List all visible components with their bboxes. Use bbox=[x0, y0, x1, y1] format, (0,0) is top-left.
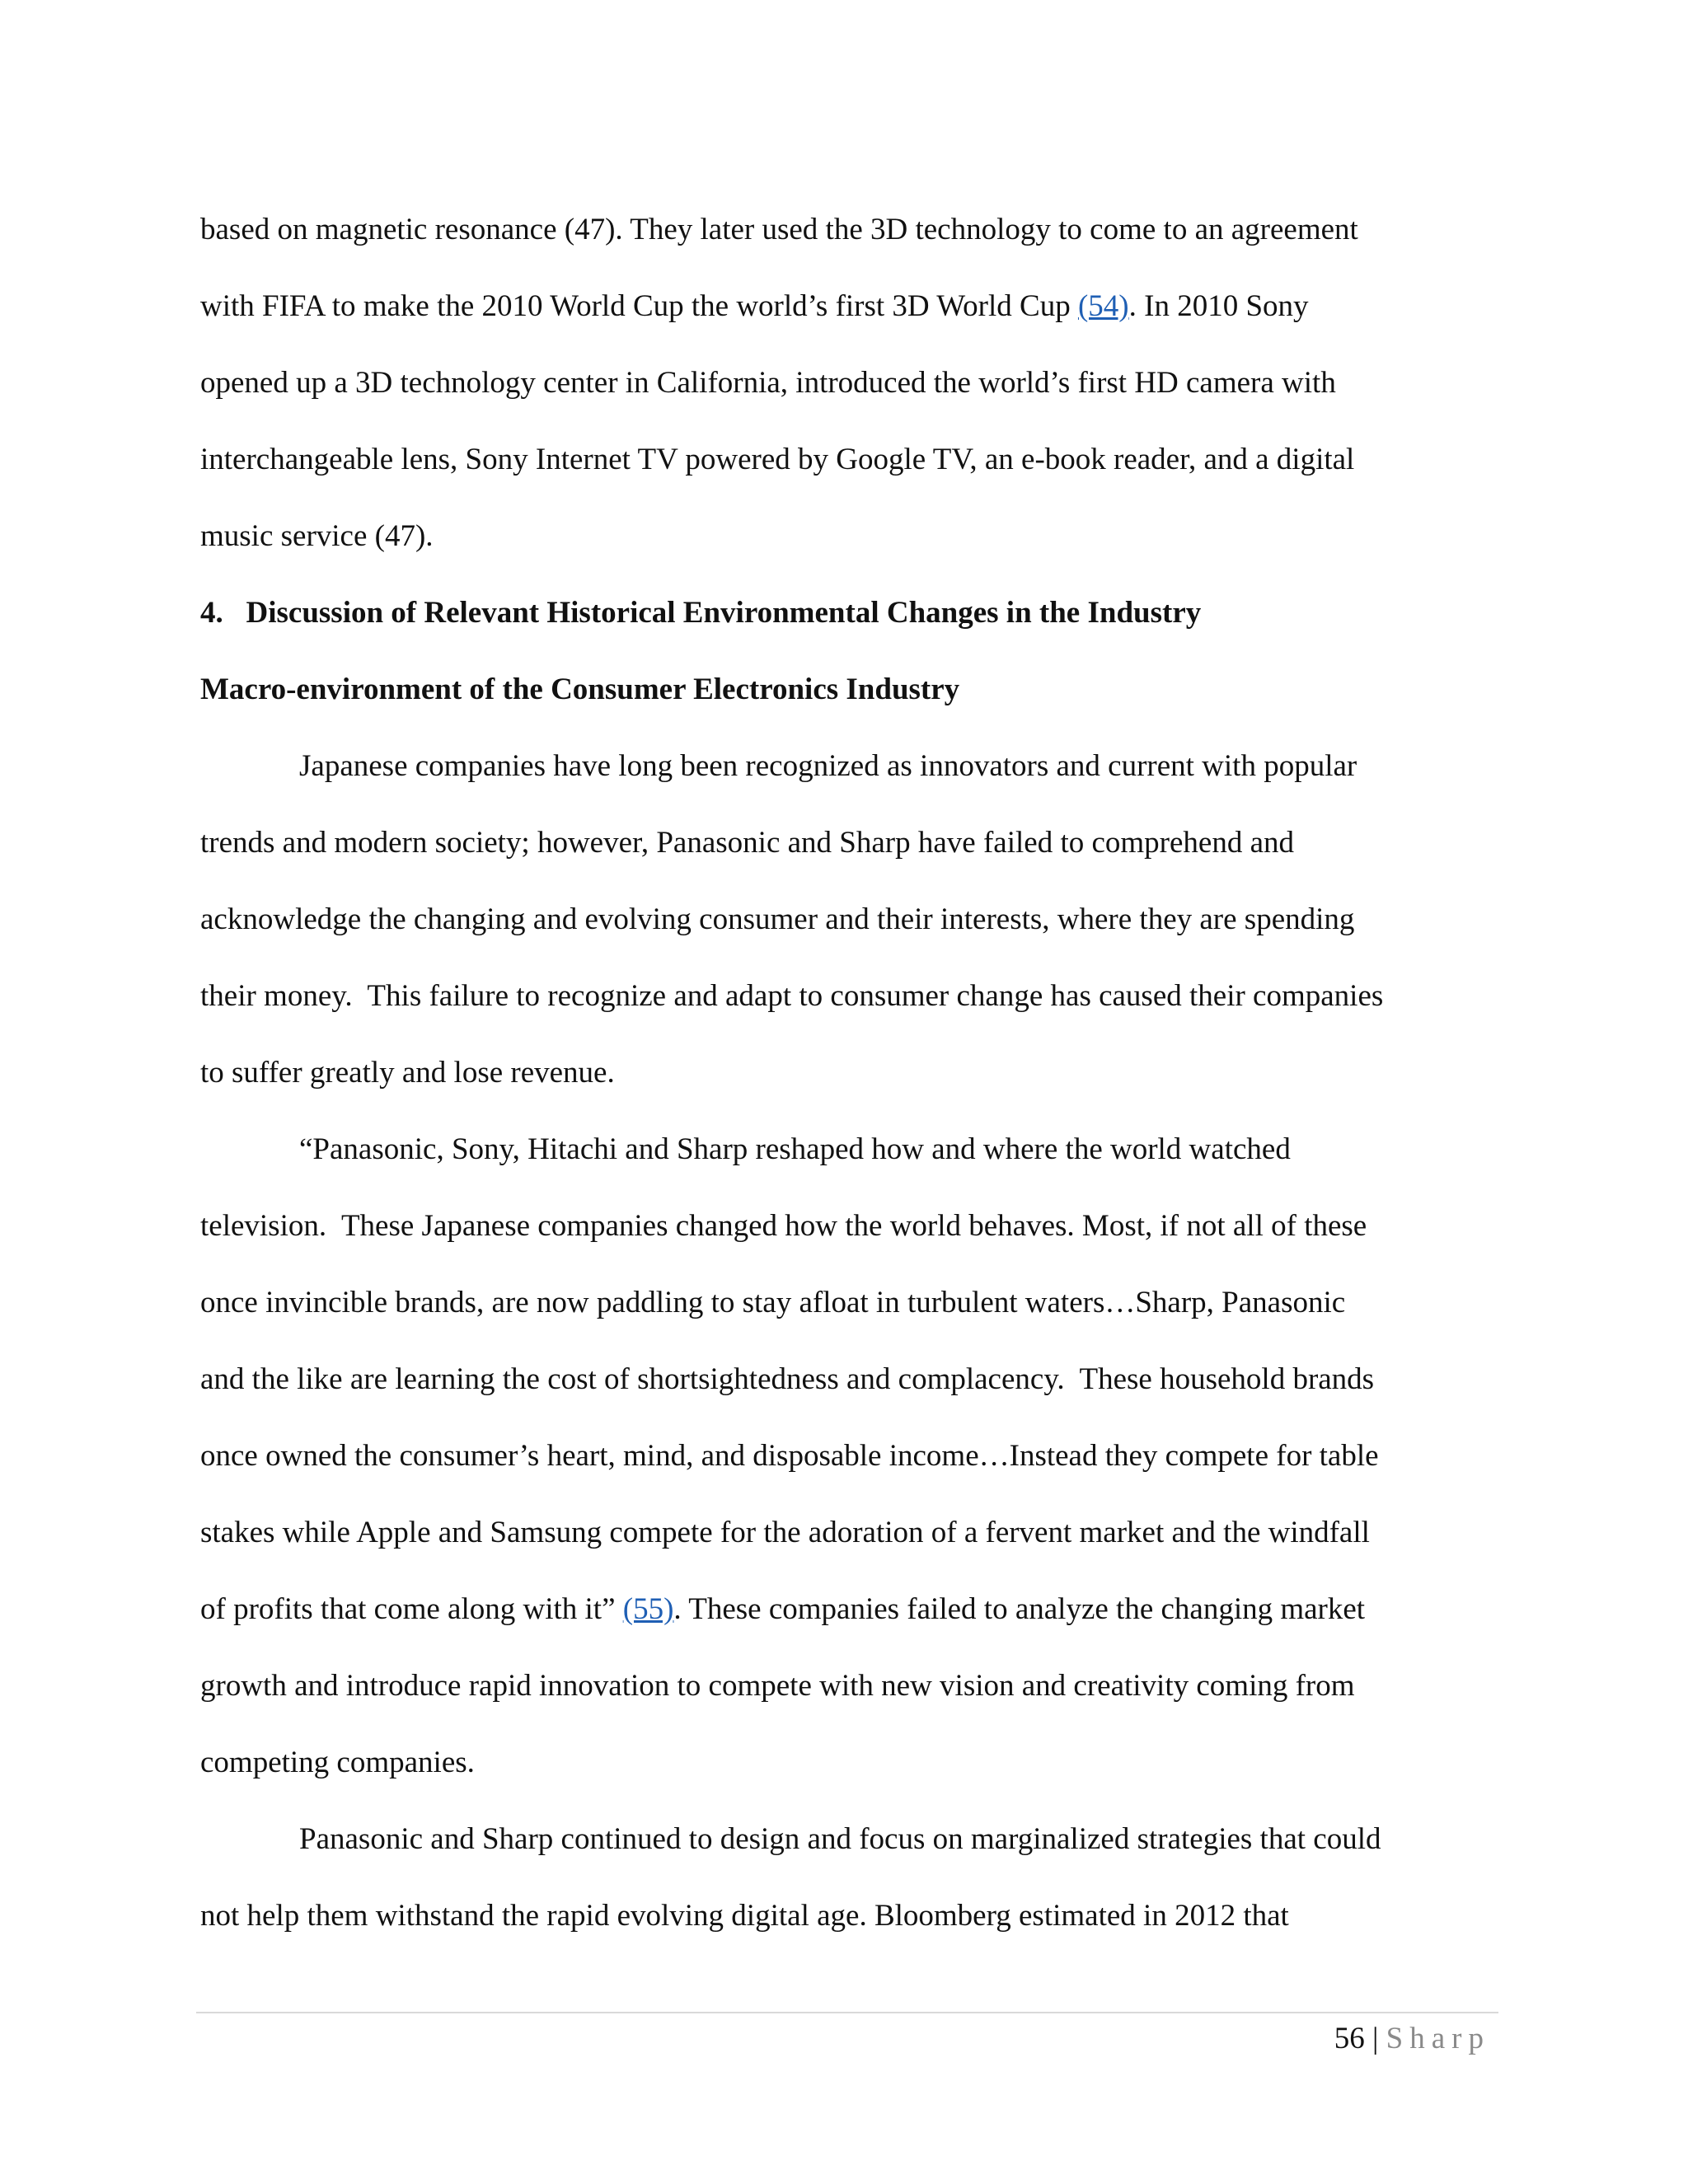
citation-link-55[interactable]: (55) bbox=[622, 1592, 674, 1626]
paragraph-first-line: Panasonic and Sharp continued to design and focus on marginalized strategies that could bbox=[299, 1822, 1381, 1856]
text-line: acknowledge the changing and evolving consumer and their interests, where they are spending bbox=[200, 902, 1355, 936]
text-line: and the like are learning the cost of shortsightedness and complacency. These household brands bbox=[200, 1362, 1375, 1396]
subsection-heading: Macro-environment of the Consumer Electronics Industry bbox=[200, 673, 960, 706]
text-line: television. These Japanese companies changed how the world behaves. Most, if not all of these bbox=[200, 1209, 1367, 1243]
paragraph-first-line: Japanese companies have long been recognized as innovators and current with popular bbox=[299, 749, 1357, 783]
text-line: competing companies. bbox=[200, 1746, 475, 1779]
text-line: trends and modern society; however, Panasonic and Sharp have failed to comprehend and bbox=[200, 826, 1295, 860]
text-line: stakes while Apple and Samsung compete for the adoration of a fervent market and the windfall bbox=[200, 1516, 1370, 1549]
paragraph-first-line: “Panasonic, Sony, Hitachi and Sharp reshaped how and where the world watched bbox=[299, 1132, 1291, 1166]
footer-separator: | bbox=[1372, 2022, 1379, 2055]
text-line bbox=[200, 268, 1486, 344]
footer-divider bbox=[196, 2012, 1498, 2013]
section-heading: 4. Discussion of Relevant Historical Environmental Changes in the Industry bbox=[200, 596, 1202, 630]
running-title: Sharp bbox=[1386, 2022, 1490, 2055]
text-line: based on magnetic resonance (47). They later used the 3D technology to come to an agreement bbox=[200, 213, 1358, 246]
text-line: interchangeable lens, Sony Internet TV powered by Google TV, an e-book reader, and a digital bbox=[200, 443, 1355, 476]
text-segment: with FIFA to make the 2010 World Cup the world’s first 3D World Cup bbox=[200, 289, 1078, 323]
text-line: once invincible brands, are now paddling to stay afloat in turbulent waters…Sharp, Panasonic bbox=[200, 1286, 1346, 1319]
text-line: to suffer greatly and lose revenue. bbox=[200, 1056, 615, 1090]
text-segment: of profits that come along with it” bbox=[200, 1592, 623, 1626]
text-segment: . These companies failed to analyze the changing market bbox=[673, 1592, 1366, 1626]
page-number: 56 bbox=[1334, 2022, 1365, 2055]
text-line: their money. This failure to recognize and adapt to consumer change has caused their companies bbox=[200, 979, 1384, 1013]
text-line: growth and introduce rapid innovation to compete with new vision and creativity coming from bbox=[200, 1669, 1355, 1703]
body-text bbox=[200, 191, 1486, 1954]
text-line: once owned the consumer’s heart, mind, and disposable income…Instead they compete for table bbox=[200, 1439, 1379, 1473]
text-segment: . In 2010 Sony bbox=[1128, 289, 1309, 323]
page-footer bbox=[1334, 2016, 1490, 2062]
text-line bbox=[200, 1571, 1486, 1647]
text-line: not help them withstand the rapid evolving digital age. Bloomberg estimated in 2012 that bbox=[200, 1899, 1289, 1933]
text-line: music service (47). bbox=[200, 519, 434, 553]
citation-link-54[interactable]: (54) bbox=[1077, 289, 1129, 323]
text-line: opened up a 3D technology center in California, introduced the world’s first HD camera with bbox=[200, 366, 1336, 400]
